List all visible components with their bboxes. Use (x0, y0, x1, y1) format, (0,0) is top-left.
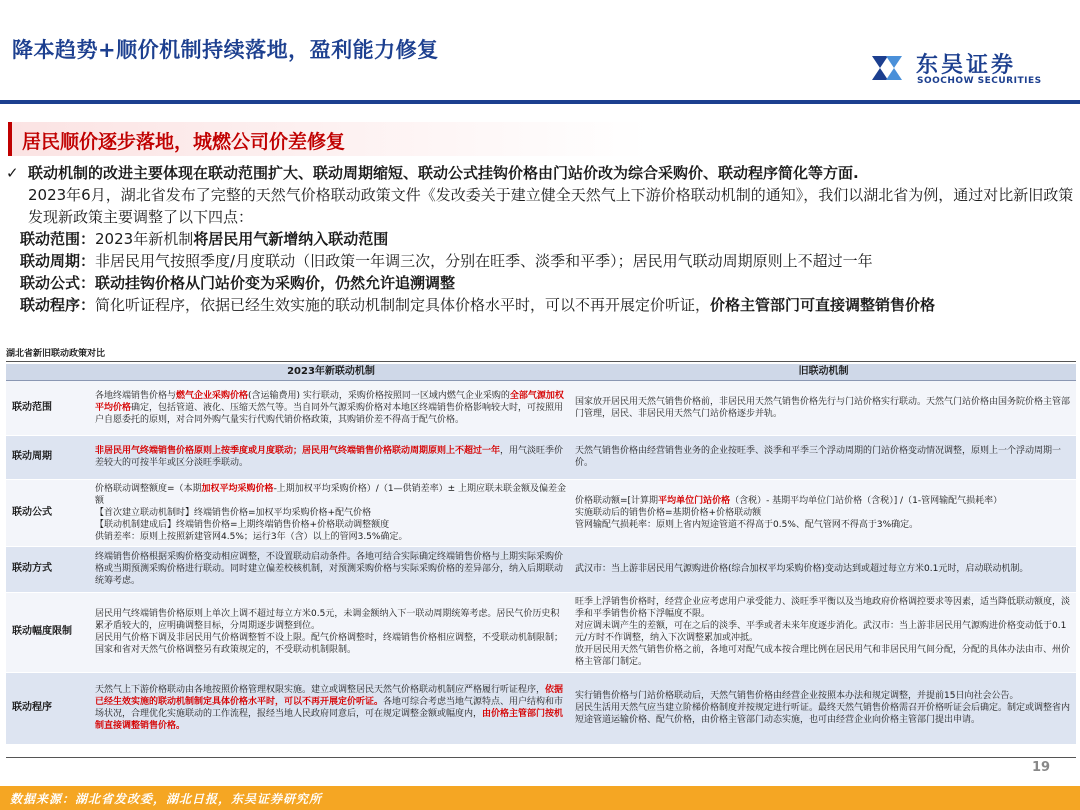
old-policy-cell: 旺季上浮销售价格时，经营企业应考虑用户承受能力、淡旺季平衡以及当地政府价格调控要求等因素，适当降低联动额度，淡季和平季销售价格下浮幅度不限。 对应调未调产生的差额，可在之后的淡季、平季或者未来年度逐步消化。武汉市：当上游非居民用气源购进价格变动低于0.1元/方时不作调整，纳入下次调整累加或冲抵。 放开居民用天然气销售价格之前，各地可对配气成本按合理比例在居民用气和非居民用气间分配，分配的具体办法由市、州价格主管部门制定。 (571, 592, 1076, 672)
table-header-row (6, 364, 1076, 380)
new-policy-cell (91, 435, 571, 479)
old-policy-cell: 国家放开居民用天然气销售价格前，非居民用天然气销售价格先行与门站价格实行联动。天然气门站价格由国务院价格主管部门管理，居民、非居民用天然气门站价格逐步并轨。 (571, 380, 1076, 435)
logo-cn-text: 东吴证券 (916, 53, 1017, 78)
cell-highlight: 非居民用气终端销售价格原则上按季度或月度联动；居民用气终端销售价格联动周期原则上不超过一年 (95, 446, 501, 456)
table-row (6, 672, 1076, 744)
cell-text: 【首次建立联动机制时】终端销售价格=加权平均采购价格+配气价格 【联动机制建成后】终端销售价格=上期终端销售价格+价格联动调整额度 供销差率：原则上按照新建管网4.5%；运行3年（含）以上的管网3.5%确定。 (95, 507, 408, 542)
cell-text: 价格联动调整额度=（本期 (95, 483, 202, 494)
table-bottom-divider (6, 757, 1076, 758)
cell-text: (含运输费用) 实行联动，采购价格按照同一区域内燃气企业采购的 (248, 390, 510, 401)
new-policy-cell: 终端销售价格根据采购价格变动相应调整，不设置联动启动条件。各地可结合实际确定终端销售价格与上期实际采购价格或当期预测采购价格进行联动。同时建立偏差校核机制，对预测采购价格与实际采购价格的差异部分，纳入后期联动统筹考虑。 (91, 546, 571, 592)
page-header (0, 0, 1080, 100)
point-label: 联动周期： (20, 252, 96, 270)
table-row (6, 592, 1076, 672)
table-row (6, 546, 1076, 592)
point-text: 非居民用气按照季度/月度联动（旧政策一年调三次，分别在旺季、淡季和平季）；居民用气联动周期原则上不超过一年 (95, 252, 873, 270)
row-label: 联动周期 (6, 435, 91, 479)
old-policy-cell: 武汉市：当上游非居民用气源购进价格(综合加权平均采购价格)变动达到或超过每立方米0.1元时，启动联动机制。 (571, 546, 1076, 592)
cell-text: （含税）- 基期平均单位门站价格（含税）] /（1-管网输配气损耗率） 实施联动后的销售价格=基期价格+价格联动额 管网输配气损耗率：原则上省内短途管道不得高于0.5%、配气管网不得高于3%确定。 (575, 495, 1003, 530)
page-title: 降本趋势+顺价机制持续落地，盈利能力修复 (12, 38, 439, 62)
table-title: 湖北省新旧联动政策对比 (6, 346, 1076, 362)
header-divider (0, 100, 1080, 104)
footer-bar (0, 786, 1080, 810)
body-text (4, 162, 1074, 316)
point-formula (4, 272, 1074, 294)
new-policy-cell (91, 479, 571, 546)
new-policy-cell (91, 380, 571, 435)
table-row (6, 380, 1076, 435)
row-label: 联动范围 (6, 380, 91, 435)
cell-highlight: 燃气企业采购价格 (176, 390, 249, 401)
row-label: 联动程序 (6, 672, 91, 744)
cell-text: 天然气上下游价格联动由各地按照价格管理权限实施。建立或调整居民天然气价格联动机制应严格履行听证程序， (95, 685, 546, 695)
bullet-text: 联动机制的改进主要体现在联动范围扩大、联动周期缩短、联动公式挂钩价格由门站价改为综合采购价、联动程序简化等方面. (28, 164, 859, 182)
bullet-line (4, 162, 1074, 184)
cell-text: 价格联动额=[计算期 (575, 495, 659, 506)
cell-text: 各地终端销售价格与 (95, 390, 177, 401)
cell-text: 各地可综合考虑当地气源特点、用户结构和市场状况，合理优化实施联动的工作流程，报经当地人民政府同意后，可在规定调整金额或幅度内， (95, 697, 564, 719)
cell-text: -上期加权平均采购价格）/（1—供销差率）± 上期应联未联金额及偏差金额 (95, 483, 566, 506)
point-cycle (4, 250, 1074, 272)
header-cell-new: 2023年新联动机制 (91, 364, 571, 380)
point-bold: 联动挂钩价格从门站价变为采购价，仍然允许追溯调整 (95, 274, 456, 292)
row-label: 联动方式 (6, 546, 91, 592)
old-policy-cell: 实行销售价格与门站价格联动后，天然气销售价格由经营企业按照本办法和规定调整，并提前15日向社会公告。 居民生活用天然气应当建立阶梯价格制度并按规定进行听证。最终天然气销售价格需召开价格听证会后确定。制定或调整省内短途管道运输价格、配气价格，由价格主管部门动态实施，也可由经营企业向价格主管部门提出申请。 (571, 672, 1076, 744)
old-policy-cell (571, 479, 1076, 546)
cell-highlight: 依据已经生效实施的联动机制制定具体价格水平时，可以不再开展定价听证。 (95, 685, 564, 707)
point-bold: 将居民用气新增纳入联动范围 (193, 230, 389, 248)
logo-en-text: SOOCHOW SECURITIES (917, 76, 1042, 86)
cell-highlight: 全部气源加权平均价格 (95, 390, 564, 413)
intro-paragraph: 2023年6月，湖北省发布了完整的天然气价格联动政策文件《发改委关于建立健全天然气上下游价格联动机制的通知》，我们以湖北省为例，通过对比新旧政策发现新政策主要调整了以下四点： (28, 186, 1074, 226)
cell-highlight: 加权平均采购价格 (201, 483, 274, 494)
point-scope (4, 228, 1074, 250)
cell-highlight: 由价格主管部门按机制直接调整销售价格。 (95, 709, 564, 731)
cell-text: 确定，包括管道、液化、压缩天然气等。当自同外气源采购价格对本地区终端销售价格影响较大时，可按照用户自愿委托的原则，对合同外购气量实行代购代销价格政策，其购销价差不得高于配气价格。 (95, 402, 564, 425)
soochow-logo-icon (866, 48, 908, 88)
cell-highlight: 平均单位门站价格 (658, 495, 731, 506)
point-label: 联动范围： (20, 230, 96, 248)
sub-heading-box (8, 122, 1072, 156)
table-row (6, 435, 1076, 479)
cell-text: ，用气淡旺季价差较大的可按半年或区分淡旺季联动。 (95, 446, 564, 468)
page-number: 19 (1032, 760, 1051, 775)
old-policy-cell: 天然气销售价格由经营销售业务的企业按旺季、淡季和平季三个浮动周期的门站价格变动情况调整，原则上一个浮动周期一价。 (571, 435, 1076, 479)
header-cell-old: 旧联动机制 (571, 364, 1076, 380)
point-label: 联动公式： (20, 274, 96, 292)
soochow-logo (866, 48, 1066, 88)
point-text: 简化听证程序，依据已经生效实施的联动机制制定具体价格水平时，可以不再开展定价听证， (95, 296, 711, 314)
point-procedure (4, 294, 1074, 316)
row-label: 联动幅度限制 (6, 592, 91, 672)
row-label: 联动公式 (6, 479, 91, 546)
point-bold: 价格主管部门可直接调整销售价格 (710, 296, 936, 314)
header-cell-blank (6, 364, 91, 380)
new-policy-cell (91, 672, 571, 744)
point-label: 联动程序： (20, 296, 96, 314)
data-source-text: 数据来源：湖北省发改委，湖北日报，东吴证券研究所 (10, 792, 323, 806)
checkmark-icon: ✓ (6, 164, 19, 182)
sub-heading: 居民顺价逐步落地，城燃公司价差修复 (22, 131, 346, 153)
policy-comparison-table (6, 364, 1076, 745)
table-row (6, 479, 1076, 546)
new-policy-cell: 居民用气终端销售价格原则上单次上调不超过每立方米0.5元，未调金额纳入下一联动周期统筹考虑。居民气价历史积累矛盾较大的，应明确调整目标，分周期逐步调整到位。 居民用气价格下调及非居民用气价格调整暂不设上限。配气价格调整时，终端销售价格相应调整，不受联动机制限制；国家和省对天然气价格调整另有政策规定的，不受联动机制限制。 (91, 592, 571, 672)
point-text: 2023年新机制 (95, 230, 194, 248)
